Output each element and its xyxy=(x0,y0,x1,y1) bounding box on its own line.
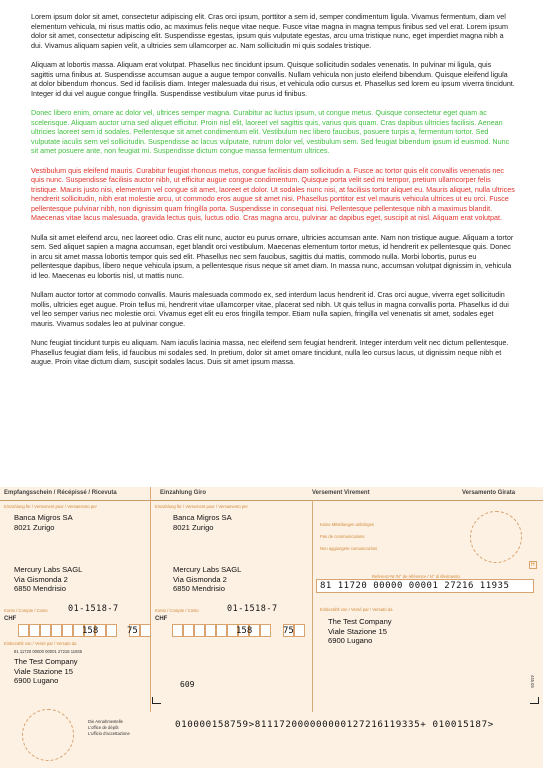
receipt-amount-cents: 75 xyxy=(127,626,138,636)
receipt-beneficiary: Mercury Labs SAGL Via Gismonda 2 6850 Mendrisio xyxy=(14,565,83,594)
giro-amount-francs: 158 xyxy=(236,626,253,636)
amount-digit-box xyxy=(51,624,62,637)
giro-chf-label: CHF xyxy=(155,616,168,622)
receipt-payer: The Test Company Viale Stazione 15 6900 Lugano xyxy=(14,657,78,686)
paragraph: Nullam auctor tortor at commodo convallis. Mauris malesuada commodo ex, sed interdum lacus hendrerit id. Cras orci augue, viverra eget sollicitudin mollis, ultricies eget augue. Proin tellus mi, hendrerit vitae ullamcorper vitae, placerat sed nibh. Ut quis tellus in magna convallis porta. Phasellus id dui vel leo semper varius nec molestie orci. Vivamus eget elit eu eros fringilla tempor. Etiam nulla sapien, fringilla vel venenatis sit amet, sodales eget mauris. Vivamus sodales leo at pulvinar congue. xyxy=(31,290,509,328)
giro-amount-cents: 75 xyxy=(283,626,294,636)
stamp-circle xyxy=(22,709,74,761)
payer-address: The Test Company Viale Stazione 15 6900 Lugano xyxy=(328,617,392,646)
receipt-in-favour-label: Einzahlung für / Versement pour / Versamento per xyxy=(4,504,97,509)
amount-digit-box xyxy=(18,624,29,637)
amount-digit-box xyxy=(183,624,194,637)
giro-title: Einzahlung Giro xyxy=(160,490,206,496)
divider-giro xyxy=(312,500,313,712)
receipt-reference: 81 11720 00000 00001 27216 11935 xyxy=(14,649,83,654)
receipt-chf-label: CHF xyxy=(4,616,17,622)
payment-slip xyxy=(0,487,543,768)
paragraph: Lorem ipsum dolor sit amet, consectetur adipiscing elit. Cras orci ipsum, porttitor a sem id, semper condimentum ligula. Vivamus fermentum, diam vel elementum vehicula, mi risus mattis odio, ac maximus felis neque vitae neque. Fusce vitae magna in magna tempus finibus sed vel erat. Lorem ipsum dolor sit amet, consectetur adipiscing elit. Suspendisse egestas, ipsum quis vulputate egestas, arcu urna tristique nunc, eget imperdiet magna nibh a dui. Vivamus aliquam sapien velit, a ultricies sem ullamcorper ac. Nam sollicitudin mi quis sodales tristique. xyxy=(31,12,508,50)
girata-title: Versamento Girata xyxy=(462,490,516,496)
giro-bank: Banca Migros SA 8021 Zurigo xyxy=(173,513,232,532)
giro-in-favour-label: Einzahlung für / Versement pour / Versamento per xyxy=(155,504,248,509)
amount-digit-box xyxy=(106,624,117,637)
h-mark: H xyxy=(531,562,535,568)
receipt-amount-francs: 158 xyxy=(82,626,99,636)
paragraph: Nunc feugiat tincidunt turpis eu aliquam. Nam iaculis lacinia massa, nec eleifend sem feugiat hendrerit. Integer interdum velit nec dictum pellentesque. Phasellus feugiat diam felis, id faucibus mi sodales sed. In pretium, dolor sit amet ornare tincidunt, nulla leo cursus lacus, ut dignissim neque nibh et augue. Proin vitae dictum diam, suscipit sodales lacus. Duis sit amet ipsum massa. xyxy=(31,338,509,366)
amount-digit-box xyxy=(29,624,40,637)
paid-by-label: Einbezahlt von / Versé par / Versato da xyxy=(320,607,393,612)
amount-digit-box xyxy=(40,624,51,637)
giro-beneficiary: Mercury Labs SAGL Via Gismonda 2 6850 Mendrisio xyxy=(173,565,242,594)
notes-labels: Keine Mitteilungen anbringen Pas de communications Non aggiungete comunicazioni xyxy=(320,522,378,551)
reference-number: 81 11720 00000 00001 27216 11935 xyxy=(320,581,510,591)
code-line: 010000158759>811172000000000127216119335+ 010015187> xyxy=(175,719,494,730)
stamp-circle-right xyxy=(470,511,522,563)
receipt-bank: Banca Migros SA 8021 Zurigo xyxy=(14,513,73,532)
corner-mark-left xyxy=(152,697,161,704)
amount-digit-box xyxy=(216,624,227,637)
amount-digit-box xyxy=(140,624,151,637)
amount-digit-box xyxy=(294,624,305,637)
virement-title: Versement Virement xyxy=(312,490,370,496)
reference-label: Referenz-Nr./N° de référence / N° di riferimento xyxy=(372,574,460,579)
paragraph: Aliquam at lobortis massa. Aliquam erat volutpat. Phasellus nec tincidunt ipsum. Quisque sollicitudin sodales venenatis. In pulvinar mi ligula, quis sagittis urna finibus at. Suspendisse accumsan augue a augue tempor convallis. Nullam vehicula non justo eleifend bibendum. Quisque eleifend ligula at dolor bibendum rhoncus. Sed id facilisis diam. Integer malesuada dui risus, et vehicula odio cursus et. Phasellus sed lorem eu ipsum viverra tincidunt. Integer id dui vel augue congue fringilla. Suspendisse vestibulum vitae purus id finibus. xyxy=(31,60,515,98)
receipt-account-label: Konto / Compte / Conto xyxy=(4,608,48,613)
body-text xyxy=(31,12,515,377)
acceptance-office: Die Annahmestelle L'office de dépôt L'ufficio d'accettazione xyxy=(88,719,130,736)
amount-digit-box xyxy=(260,624,271,637)
giro-account-label: Konto / Compte / Conto xyxy=(155,608,199,613)
paragraph: Vestibulum quis eleifend mauris. Curabitur feugiat rhoncus metus, congue facilisis diam sollicitudin a. Fusce ac tortor quis elit convallis venenatis nec quis nunc. Suspendisse facilisis auctor nibh, ut efficitur augue congue condimentum. Quisque porta velit sed mi tempor, pretium ullamcorper felis tristique. Mauris justo nisi, elementum vel congue sit amet, laoreet et dolor. Ut sodales nunc nisi, at facilisis tortor aliquet eu. Mauris aliquet, nulla ultrices hendrerit sollicitudin, nibh erat molestie arcu, ut commodo eros augue sit amet nisi. Phasellus porttitor est vel mauris vehicula ultrices ut eu orci. Fusce pellentesque pulvinar nibh, non dignissim quam fringilla porta. Suspendisse in consequat nisi. Pellentesque pellentesque nibh a maximus blandit. Maecenas vitae lacus malesuada, gravida lectus quis, luctus odio. Cras magna arcu, pulvinar ac dapibus eget, suscipit at nisl. Aliquam erat volutpat. xyxy=(31,165,515,222)
giro-account: 01-1518-7 xyxy=(227,604,278,614)
divider-receipt xyxy=(150,487,151,712)
side-code: 445.05 xyxy=(530,675,535,688)
paragraph: Donec libero enim, ornare ac dolor vel, ultrices semper magna. Curabitur ac luctus ipsum, ut congue metus. Quisque consectetur eget quam ac scelerisque. Aliquam auctor urna sed aliquet efficitur. Proin nisl elit, laoreet vel sagittis quis, varius quis quam. Cras dapibus ultricies facilisis. Aenean ultricies laoreet sem id sodales. Pellentesque sit amet condimentum elit. Vestibulum nec libero faucibus, posuere turpis a, fermentum tortor. Sed vulputate iaculis sem vel sollicitudin. Suspendisse ac lacus vulputate, rutrum dolor vel, vestibulum sem. Sed feugiat bibendum ipsum id euismod. Nunc sit amet posuere ante, non feugiat mi. Suspendisse dictum congue massa fermentum ultrices. xyxy=(31,108,510,155)
receipt-title: Empfangsschein / Récépissé / Ricevuta xyxy=(4,490,117,496)
receipt-account: 01-1518-7 xyxy=(68,604,119,614)
amount-digit-box xyxy=(172,624,183,637)
receipt-paid-by-label: Einbezahlt von / Versé par / Versato da xyxy=(4,641,77,646)
amount-digit-box xyxy=(62,624,73,637)
paragraph: Nulla sit amet eleifend arcu, nec laoreet odio. Cras elit nunc, auctor eu purus ornare, ultricies accumsan ante. Nam non tristique augue. Aliquam a tortor sem. Sed aliquet sapien a magna accumsan, eget blandit orci vestibulum. Maecenas elementum tortor metus, id hendrerit ex pellentesque quis. Donec in arcu sit amet massa lobortis tempor quis sed elit. Phasellus nec sem faucibus, sagittis dui mattis, commodo nulla. Morbi lobortis, purus eu pellentesque dapibus, libero neque vehicula ipsum, a pellentesque risus neque sit amet diam. In massa nunc, accumsan volutpat dignissim in, vehicula id leo. Maecenas eu lobortis nisl, ut mattis nunc. xyxy=(31,232,514,280)
amount-digit-box xyxy=(194,624,205,637)
corner-mark-right xyxy=(530,697,539,704)
amount-digit-box xyxy=(205,624,216,637)
doc-number: 609 xyxy=(180,680,195,689)
slip-header xyxy=(0,487,543,501)
